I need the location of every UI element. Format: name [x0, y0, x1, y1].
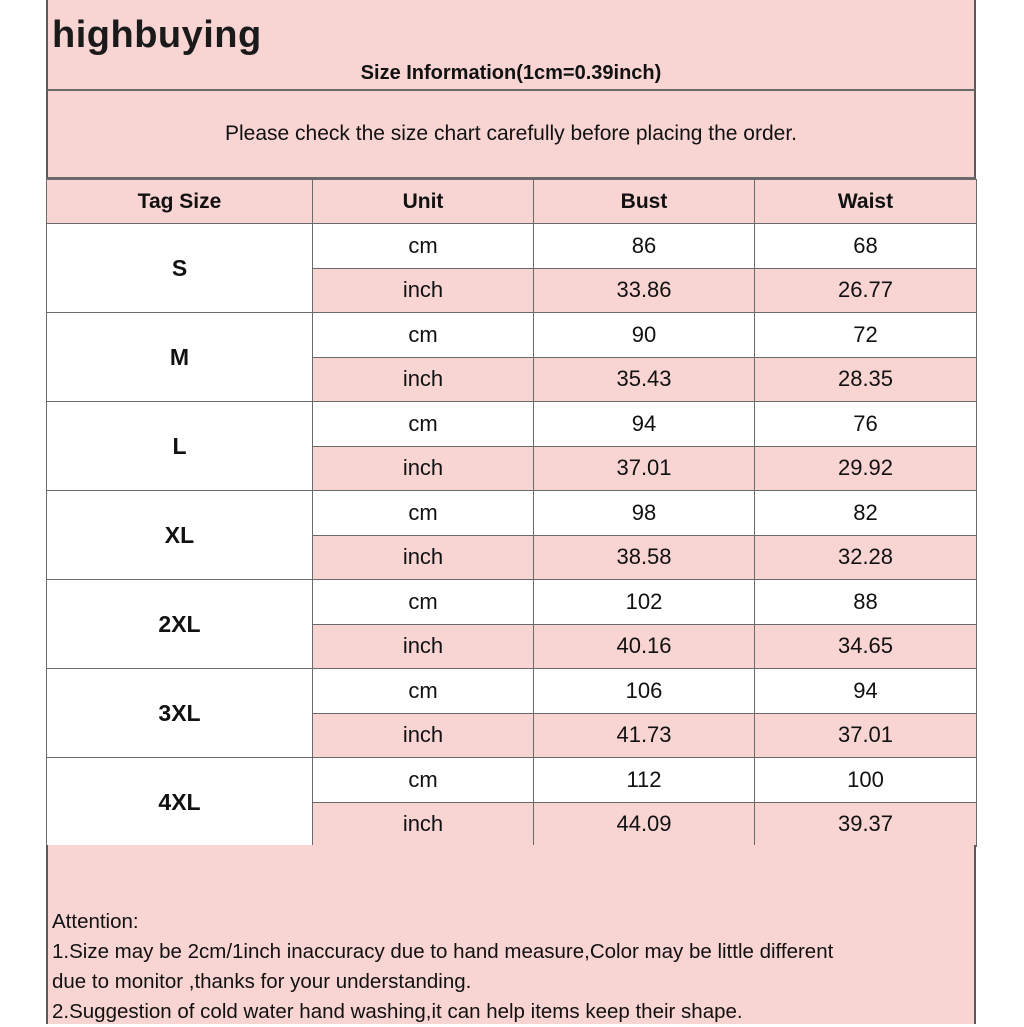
- bust-cell: 40.16: [534, 624, 755, 669]
- unit-cell: cm: [313, 402, 534, 447]
- tag-size-cell: XL: [47, 491, 313, 580]
- tag-size-cell: S: [47, 224, 313, 313]
- waist-cell: 82: [755, 491, 977, 536]
- waist-cell: 68: [755, 224, 977, 269]
- header-tag-size: Tag Size: [47, 180, 313, 224]
- tag-size-cell: 3XL: [47, 669, 313, 758]
- bust-cell: 35.43: [534, 357, 755, 402]
- bust-cell: 38.58: [534, 535, 755, 580]
- tag-size-cell: M: [47, 313, 313, 402]
- brand-name: highbuying: [52, 14, 262, 56]
- bust-cell: 106: [534, 669, 755, 714]
- size-table: [46, 179, 977, 847]
- waist-cell: 26.77: [755, 268, 977, 313]
- unit-cell: inch: [313, 624, 534, 669]
- note-band: [46, 91, 976, 179]
- unit-cell: inch: [313, 535, 534, 580]
- waist-cell: 76: [755, 402, 977, 447]
- waist-cell: 34.65: [755, 624, 977, 669]
- waist-cell: 37.01: [755, 713, 977, 758]
- table-header-row: [47, 180, 977, 224]
- unit-cell: inch: [313, 357, 534, 402]
- tag-size-cell: 4XL: [47, 758, 313, 847]
- bust-cell: 98: [534, 491, 755, 536]
- header-bust: Bust: [534, 180, 755, 224]
- header-unit: Unit: [313, 180, 534, 224]
- waist-cell: 39.37: [755, 802, 977, 847]
- unit-cell: cm: [313, 313, 534, 358]
- attention-line-2: due to monitor ,thanks for your understanding.: [52, 970, 472, 993]
- table-row: [47, 402, 977, 447]
- bust-cell: 102: [534, 580, 755, 625]
- unit-cell: cm: [313, 758, 534, 803]
- attention-line-1: 1.Size may be 2cm/1inch inaccuracy due to hand measure,Color may be little different: [52, 940, 834, 963]
- attention-band: [46, 845, 976, 1024]
- bust-cell: 44.09: [534, 802, 755, 847]
- waist-cell: 100: [755, 758, 977, 803]
- table-row: [47, 669, 977, 714]
- unit-cell: cm: [313, 669, 534, 714]
- attention-notes: [52, 907, 972, 1027]
- waist-cell: 32.28: [755, 535, 977, 580]
- size-information-title: Size Information(1cm=0.39inch): [360, 62, 662, 84]
- attention-line-3: 2.Suggestion of cold water hand washing,it can help items keep their shape.: [52, 1000, 743, 1023]
- waist-cell: 88: [755, 580, 977, 625]
- bust-cell: 94: [534, 402, 755, 447]
- unit-cell: inch: [313, 446, 534, 491]
- unit-cell: cm: [313, 224, 534, 269]
- table-row: [47, 491, 977, 536]
- tag-size-cell: L: [47, 402, 313, 491]
- table-row: [47, 224, 977, 269]
- table-row: [47, 758, 977, 803]
- unit-cell: inch: [313, 713, 534, 758]
- waist-cell: 28.35: [755, 357, 977, 402]
- header-band: [46, 0, 976, 91]
- attention-title: Attention:: [52, 910, 139, 933]
- bust-cell: 112: [534, 758, 755, 803]
- bust-cell: 90: [534, 313, 755, 358]
- waist-cell: 72: [755, 313, 977, 358]
- unit-cell: cm: [313, 491, 534, 536]
- bust-cell: 41.73: [534, 713, 755, 758]
- bust-cell: 37.01: [534, 446, 755, 491]
- waist-cell: 94: [755, 669, 977, 714]
- waist-cell: 29.92: [755, 446, 977, 491]
- table-row: [47, 580, 977, 625]
- bust-cell: 86: [534, 224, 755, 269]
- unit-cell: inch: [313, 268, 534, 313]
- tag-size-cell: 2XL: [47, 580, 313, 669]
- size-chart-note: Please check the size chart carefully before placing the order.: [225, 122, 797, 145]
- table-row: [47, 313, 977, 358]
- bust-cell: 33.86: [534, 268, 755, 313]
- header-waist: Waist: [755, 180, 977, 224]
- unit-cell: inch: [313, 802, 534, 847]
- unit-cell: cm: [313, 580, 534, 625]
